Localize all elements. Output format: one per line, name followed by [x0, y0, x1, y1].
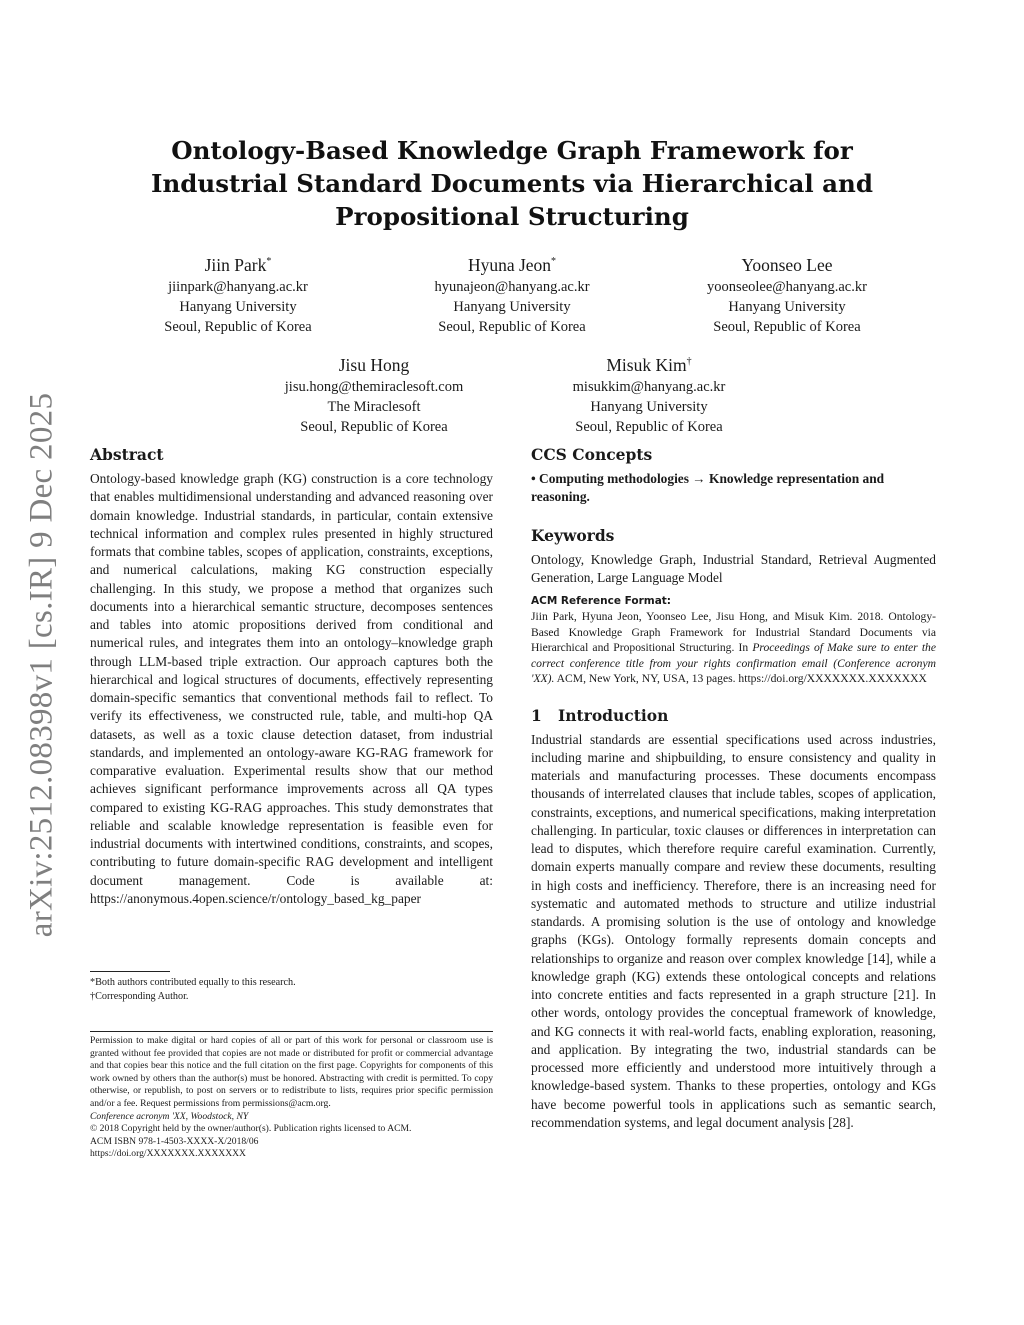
author-location: Seoul, Republic of Korea — [438, 318, 586, 335]
author-name: Jisu Hong — [338, 354, 410, 375]
author-name: Hyuna Jeon* — [467, 254, 557, 275]
ccs-text: • Computing methodologies → Knowledge representation and reasoning. — [531, 471, 885, 505]
footnotes — [90, 976, 493, 1004]
doi-line: https://doi.org/XXXXXXX.XXXXXXX — [90, 1148, 246, 1160]
permission-block — [90, 1035, 493, 1161]
author-location: Seoul, Republic of Korea — [575, 418, 723, 435]
author-email: yoonseolee@hanyang.ac.kr — [707, 278, 867, 295]
footnote-corresponding-author: †Corresponding Author. — [90, 991, 189, 1002]
author-affiliation: Hanyang University — [179, 298, 297, 315]
ccs-heading: CCS Concepts — [531, 445, 653, 464]
footnote-rule — [90, 971, 170, 972]
author-name: Misuk Kim† — [606, 354, 692, 375]
paper-title: Ontology-Based Knowledge Graph Framework for Industrial Standard Documents via Hierarchical and Propositional Structuring — [151, 136, 873, 231]
keywords-text: Ontology, Knowledge Graph, Industrial Standard, Retrieval Augmented Generation, Large Language Model — [531, 551, 936, 585]
footnote-equal-contribution: *Both authors contributed equally to this research. — [90, 977, 296, 988]
introduction-heading: 1 Introduction — [531, 705, 669, 725]
author-name: Jiin Park* — [204, 254, 272, 275]
permission-rule — [90, 1031, 493, 1032]
author-block — [262, 351, 486, 437]
abstract-text: Ontology-based knowledge graph (KG) construction is a core technology that enables multidimensional understanding and advanced reasoning over domain knowledge. Industrial standards, in particular, contain extensive technical information and complex rules presented in highly structured formats that combine tables, scopes of application, constraints, exceptions, and numerical calculations, making KG construction especially challenging. In this study, we propose a method that organizes such documents into a hierarchical semantic structure, decomposes sentences and tables into atomic propositions derived from conditional and numerical rules, and integrates them into an ontology–knowledge graph through LLM-based triple extraction. Our approach captures both the hierarchical and logical structures of documents, effectively representing domain-specific semantics that conventional methods fail to reflect. To verify its effectiveness, we constructed rule, table, and multi-hop QA datasets, as well as a toxic clause detection dataset, from industrial standards, and implemented an ontology-aware KG-RAG framework for comparative evaluation. Experimental results show that our method achieves significant performance improvements across all QA types compared to existing KG-RAG approaches. This study demonstrates that reliable and scalable knowledge representation is feasible even for industrial documents with intertwined conditions, constraints, and scopes, contributing to future domain-specific RAG development and intelligent document management. Code is available at: https://anonymous.4open.science/r/ontology_based_kg_paper — [90, 471, 493, 906]
left-column — [90, 444, 493, 908]
author-affiliation: Hanyang University — [453, 298, 571, 315]
arxiv-identifier-sidebar — [18, 385, 66, 945]
isbn-line: ACM ISBN 978-1-4503-XXXX-X/2018/06 — [90, 1135, 259, 1147]
abstract-heading: Abstract — [90, 445, 164, 464]
author-location: Seoul, Republic of Korea — [164, 318, 312, 335]
acm-reference-label: ACM Reference Format: — [531, 595, 671, 607]
copyright-line: © 2018 Copyright held by the owner/author(s). Publication rights licensed to ACM. — [90, 1123, 412, 1135]
keywords-heading: Keywords — [531, 525, 615, 545]
acm-reference-text: Jiin Park, Hyuna Jeon, Yoonseo Lee, Jisu Hong, and Misuk Kim. 2018. Ontology-Based Knowledge Graph Framework for Industrial Standard Documents via Hierarchical and Propositional Structuring. In Proceedings of Make sure to enter the correct conference title from your rights confirmation email (Conference acronym 'XX). ACM, New York, NY, USA, 13 pages. https://doi.org/XXXXXXX.XXXXXXX — [531, 610, 937, 685]
author-name: Yoonseo Lee — [741, 254, 833, 275]
author-block — [402, 251, 622, 337]
permission-text: Permission to make digital or hard copies of all or part of this work for personal or classroom use is granted without fee provided that copies are not made or distributed for profit or commercial advantage and that copies bear this notice and the full citation on the first page. Copyrights for components of this work owned by others than the author(s) must be honored. Abstracting with credit is permitted. To copy otherwise, or republish, to post on servers or to redistribute to lists, requires prior specific permission and/or a fee. Request permissions from permissions@acm.org. — [90, 1035, 493, 1109]
author-block — [680, 251, 894, 337]
author-affiliation: Hanyang University — [728, 298, 846, 315]
introduction-text: Industrial standards are essential specifications used across industries, including marine and shipbuilding, to ensure consistency and quality in materials and manufacturing processes. These documents encompass thousands of interrelated clauses that include tables, scopes of application, constraints, exceptions, and numerical specifications, making interpretation challenging. In particular, toxic clauses or differences in interpretation can lead to disputes, which therefore require careful examination. Currently, domain experts manually compare and review these documents, resulting in high costs and inefficiency. Therefore, there is an increasing need for systematic and automated methods to structure and utilize industrial standards. A promising solution is the use of ontology and knowledge graphs (KGs). Ontology formally represents domain concepts and relationships to organize and reason over complex knowledge [14], while a knowledge graph (KG) extends these ontological concepts and relations into concrete entities and facts represented in a graph structure [21]. In other words, ontology provides the conceptual framework of knowledge, and KG connects it with real-world facts, enabling exploration, reasoning, and application. By integrating the two, industrial standards can be processed more efficiently and understood more intuitively through a knowledge-based system. Thanks to these properties, ontology and KGs have become powerful tools in applications such as semantic search, recommendation systems, and legal document analysis [28]. — [531, 731, 936, 1130]
author-email: misukkim@hanyang.ac.kr — [572, 378, 726, 395]
author-email: jiinpark@hanyang.ac.kr — [168, 278, 308, 295]
author-email: hyunajeon@hanyang.ac.kr — [434, 278, 590, 295]
author-block — [140, 251, 336, 337]
author-affiliation: Hanyang University — [590, 398, 708, 415]
arxiv-identifier: arXiv:2512.08398v1 [cs.IR] 9 Dec 2025 — [23, 392, 60, 938]
conference-line: Conference acronym 'XX, Woodstock, NY — [90, 1110, 249, 1122]
author-affiliation: The Miraclesoft — [327, 398, 421, 415]
right-column — [531, 444, 936, 1132]
author-block — [544, 351, 754, 437]
author-location: Seoul, Republic of Korea — [300, 418, 448, 435]
author-location: Seoul, Republic of Korea — [713, 318, 861, 335]
author-email: jisu.hong@themiraclesoft.com — [284, 378, 464, 395]
